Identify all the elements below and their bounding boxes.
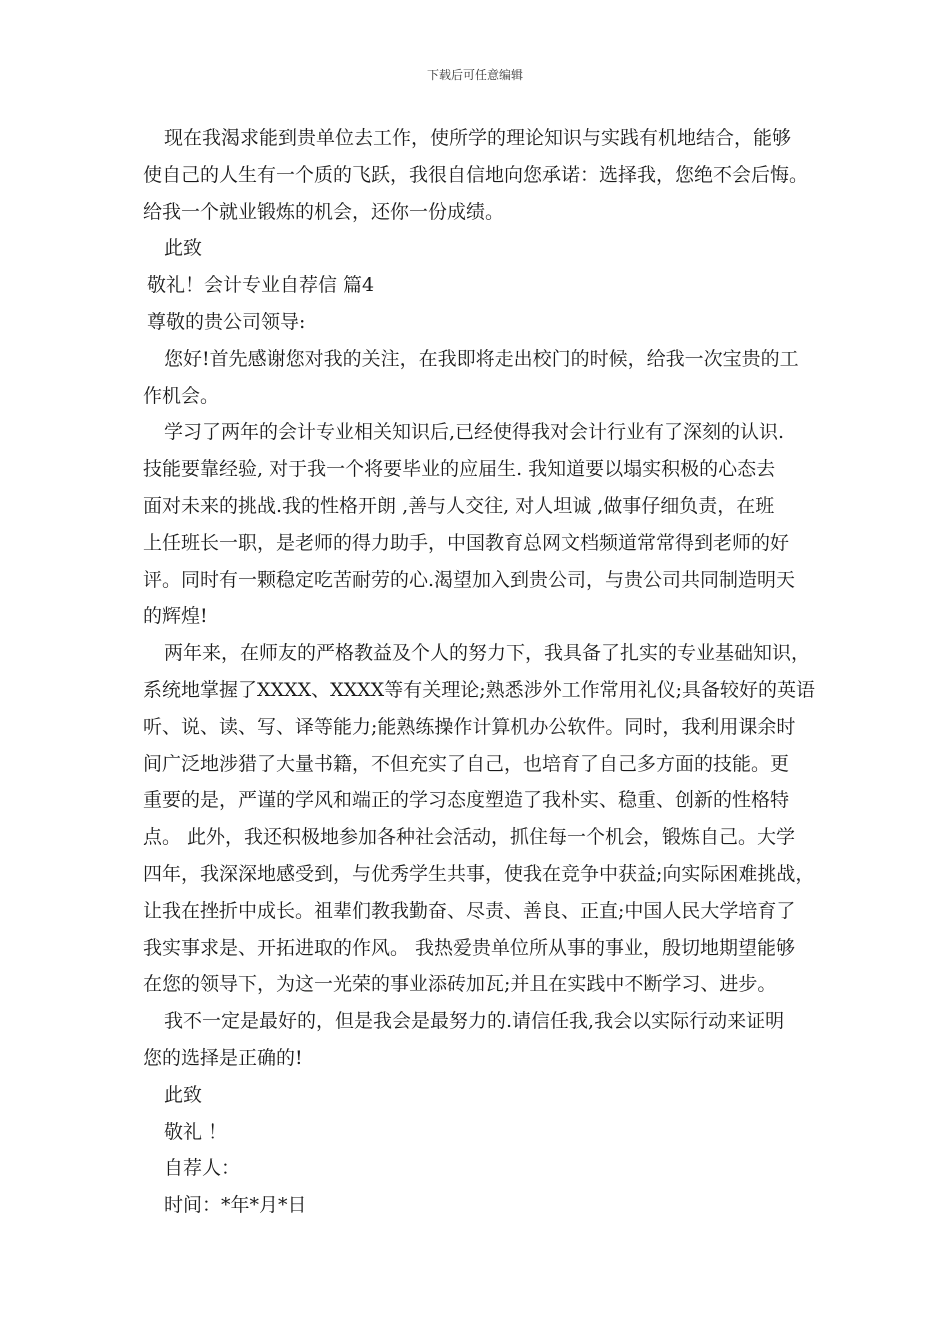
text-line: 点。 此外，我还积极地参加各种社会活动，抓住每一个机会，锻炼自己。大学 [143, 826, 796, 849]
text-line: 重要的是，严谨的学风和端正的学习态度塑造了我朴实、稳重、创新的性格特 [143, 789, 790, 812]
text-line: 现在我渴求能到贵单位去工作，使所学的理论知识与实践有机地结合，能够 [164, 127, 792, 149]
text-line: 我不一定是最好的，但是我会是最努力的.请信任我,我会以实际行动来证明 [164, 1010, 785, 1033]
text-line: 自荐人： [164, 1157, 241, 1180]
text-line: 此致 [164, 1083, 203, 1106]
text-line: 的辉煌! [143, 605, 208, 628]
text-line: 技能要靠经验, 对于我一个将要毕业的应届生. 我知道要以塌实积极的心态去 [143, 458, 776, 481]
text-line: 系统地掌握了XXXX、XXXX等有关理论;熟悉涉外工作常用礼仪;具备较好的英语 [143, 678, 816, 701]
text-line: 在您的领导下，为这一光荣的事业添砖加瓦;并且在实践中不断学习、进步。 [143, 973, 777, 996]
text-line: 此致 [164, 237, 203, 260]
text-line: 让我在挫折中成长。祖辈们教我勤奋、尽责、善良、正直;中国人民大学培育了 [143, 899, 796, 922]
text-line: 两年来，在师友的严格教益及个人的努力下，我具备了扎实的专业基础知识， [164, 642, 811, 665]
text-line: 间广泛地涉猎了大量书籍，不但充实了自己，也培育了自己多方面的技能。更 [143, 752, 790, 775]
text-line: 上任班长一职，是老师的得力助手，中国教育总网文档频道常常得到老师的好 [143, 531, 790, 554]
text-line: 学习了两年的会计专业相关知识后,已经使得我对会计行业有了深刻的认识. [164, 421, 785, 444]
text-line: 听、说、读、写、译等能力;能熟练操作计算机办公软件。同时，我利用课余时 [143, 715, 796, 738]
text-line: 作机会。 [143, 384, 220, 407]
text-line: 敬礼！会计专业自荐信 篇4 [147, 274, 375, 297]
page-header: 下载后可任意编辑 [426, 68, 523, 82]
text-line: 敬礼 ！ [164, 1120, 228, 1143]
text-line: 四年，我深深地感受到，与优秀学生共事，使我在竞争中获益;向实际困难挑战， [143, 862, 815, 885]
text-line: 给我一个就业锻炼的机会，还你一份成绩。 [143, 200, 505, 223]
text-line: 您好!首先感谢您对我的关注，在我即将走出校门的时候，给我一次宝贵的工 [164, 347, 799, 370]
text-line: 使自己的人生有一个质的飞跃，我很自信地向您承诺：选择我，您绝不会后悔。 [143, 163, 809, 186]
text-line: 我实事求是、开拓进取的作风。 我热爱贵单位所从事的事业，殷切地期望能够 [143, 936, 796, 959]
text-line: 您的选择是正确的! [143, 1046, 303, 1069]
text-line: 时间：*年*月*日 [164, 1194, 307, 1217]
text-line: 评。同时有一颗稳定吃苦耐劳的心.渴望加入到贵公司，与贵公司共同制造明天 [143, 568, 796, 591]
document-body [143, 120, 819, 1224]
text-line: 面对未来的挑战.我的性格开朗 ,善与人交往, 对人坦诚 ,做事仔细负责，在班 [143, 494, 775, 517]
text-line: 尊敬的贵公司领导: [147, 310, 306, 333]
